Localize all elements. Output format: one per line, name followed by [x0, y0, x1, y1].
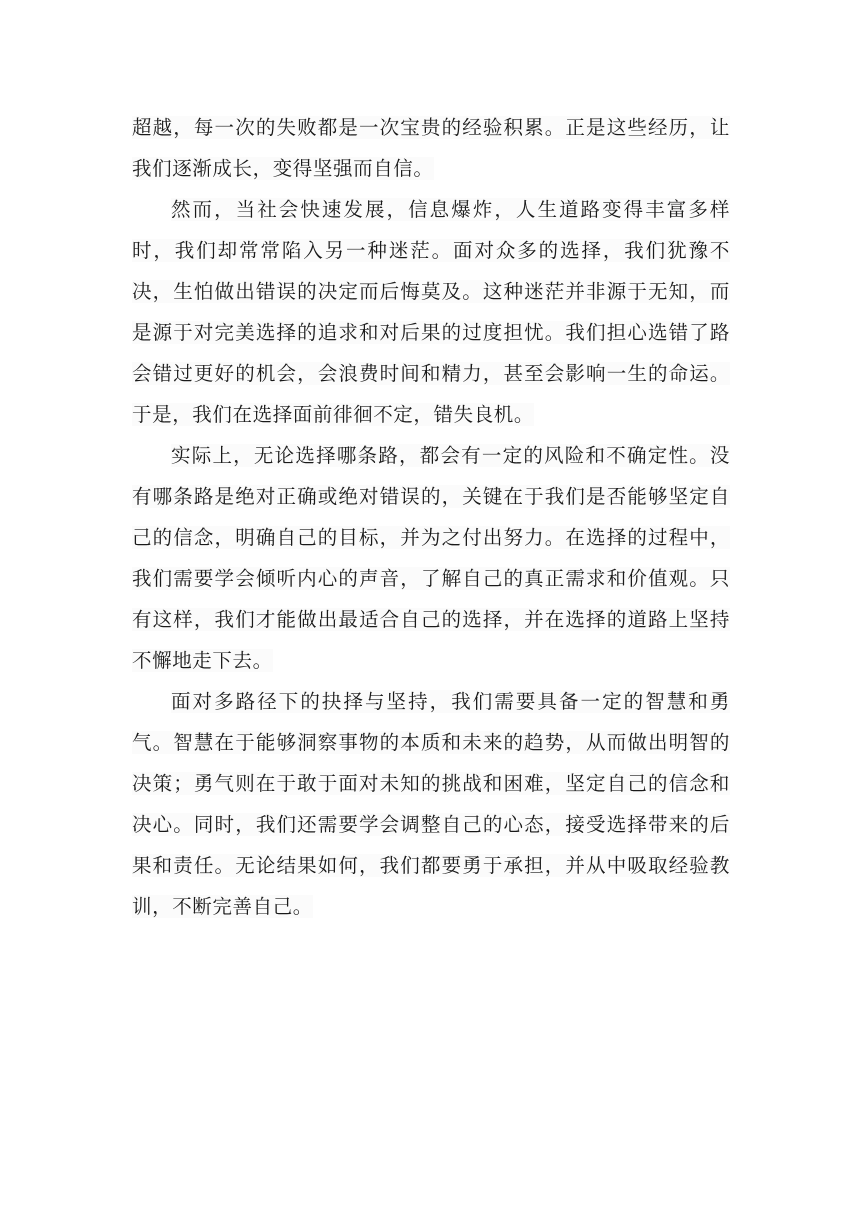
paragraph-3-text: 实际上，无论选择哪条路，都会有一定的风险和不确定性。没有哪条路是绝对正确或绝对错误的，关键在于我们是否能够坚定自己的信念，明确自己的目标，并为之付出努力。在选择的过程中，我们需要学会倾听内心的声音，了解自己的真正需求和价值观。只有这样，我们才能做出最适合自己的选择，并在选择的道路上坚持不懈地走下去。: [132, 444, 730, 672]
paragraph-1: [132, 107, 730, 189]
paragraph-2: [132, 189, 730, 435]
paragraph-2-text: 然而，当社会快速发展，信息爆炸，人生道路变得丰富多样时，我们却常常陷入另一种迷茫。面对众多的选择，我们犹豫不决，生怕做出错误的决定而后悔莫及。这种迷茫并非源于无知，而是源于对完美选择的追求和对后果的过度担忧。我们担心选错了路会错过更好的机会，会浪费时间和精力，甚至会影响一生的命运。于是，我们在选择面前徘徊不定，错失良机。: [132, 198, 730, 426]
paragraph-1-text: 超越，每一次的失败都是一次宝贵的经验积累。正是这些经历，让我们逐渐成长，变得坚强而自信。: [132, 116, 730, 180]
paragraph-4: [132, 681, 730, 927]
paragraph-4-text: 面对多路径下的抉择与坚持，我们需要具备一定的智慧和勇气。智慧在于能够洞察事物的本质和未来的趋势，从而做出明智的决策；勇气则在于敢于面对未知的挑战和困难，坚定自己的信念和决心。同时，我们还需要学会调整自己的心态，接受选择带来的后果和责任。无论结果如何，我们都要勇于承担，并从中吸取经验教训，不断完善自己。: [132, 690, 730, 918]
body-text: [132, 107, 730, 927]
paragraph-3: [132, 435, 730, 681]
